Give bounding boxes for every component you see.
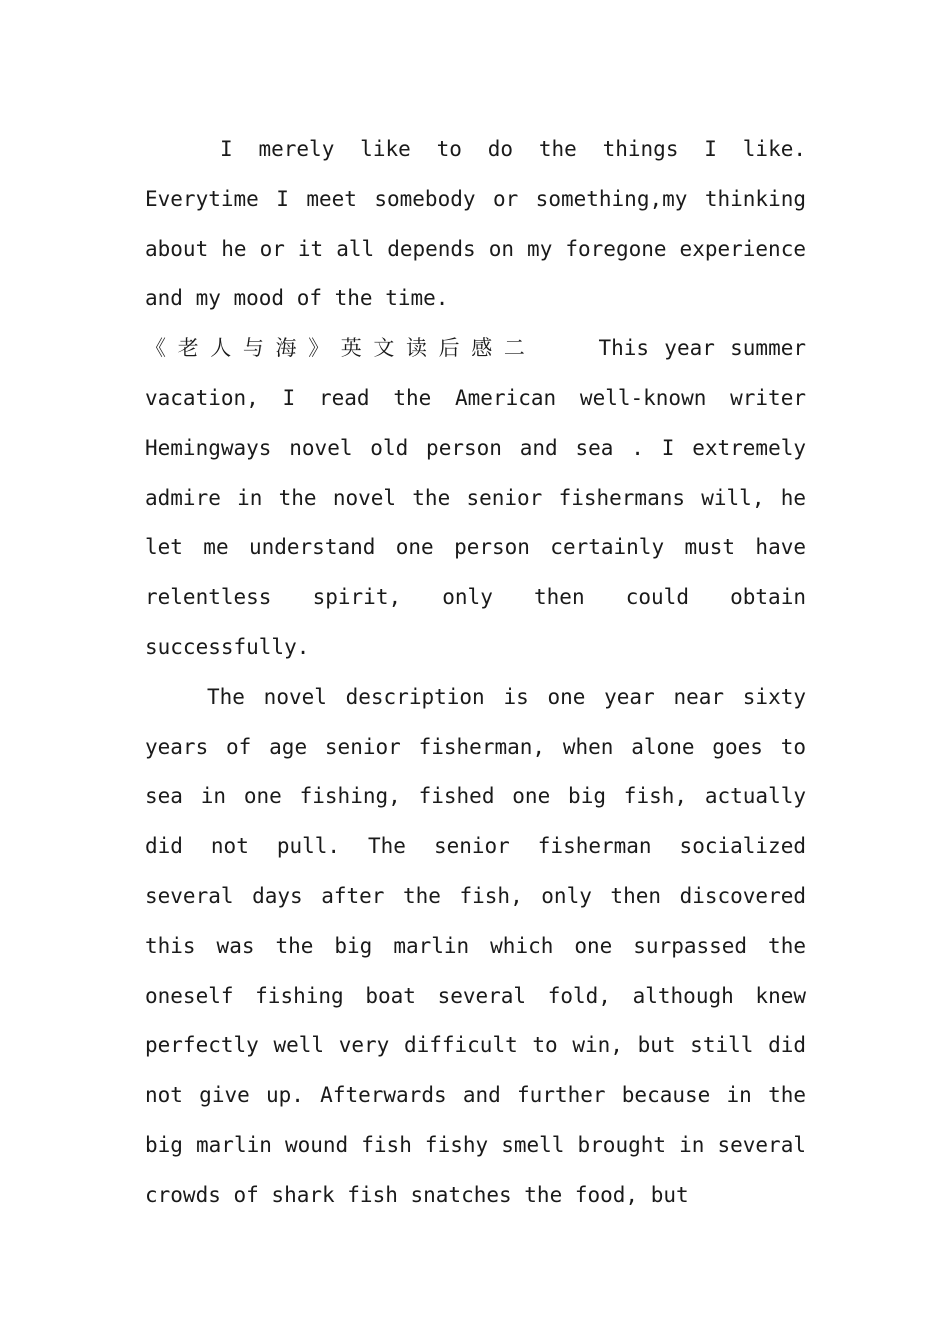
paragraph-2 — [145, 324, 806, 673]
document-body — [145, 125, 806, 1221]
paragraph-1 — [145, 125, 806, 324]
paragraph-2-text: This year summer vacation, I read the American well-known writer Hemingways novel old person and sea . I extremely admire in the novel the senior fishermans will, he let me understand one person certainly must have relentless spirit, only then could obtain successfully. — [145, 336, 807, 659]
paragraph-3 — [145, 673, 806, 1221]
paragraph-3-text: The novel description is one year near sixty years of age senior fisherman, when alone goes to sea in one fishing, fished one big fish, actually did not pull. The senior fisherman socialized several days after the fish, only then discovered this was the big marlin which one surpassed the oneself fishing boat several fold, although knew perfectly well very difficult to win, but still did not give up. Afterwards and further because in the big marlin wound fish fishy smell brought in several crowds of shark fish snatches the food, but — [145, 684, 806, 1207]
paragraph-1-text: I merely like to do the things I like. Everytime I meet somebody or something,my thinking about he or it all depends on my foregone experience and my mood of the time. — [145, 137, 806, 311]
essay-heading: 《老人与海》英文读后感二 — [145, 336, 537, 361]
